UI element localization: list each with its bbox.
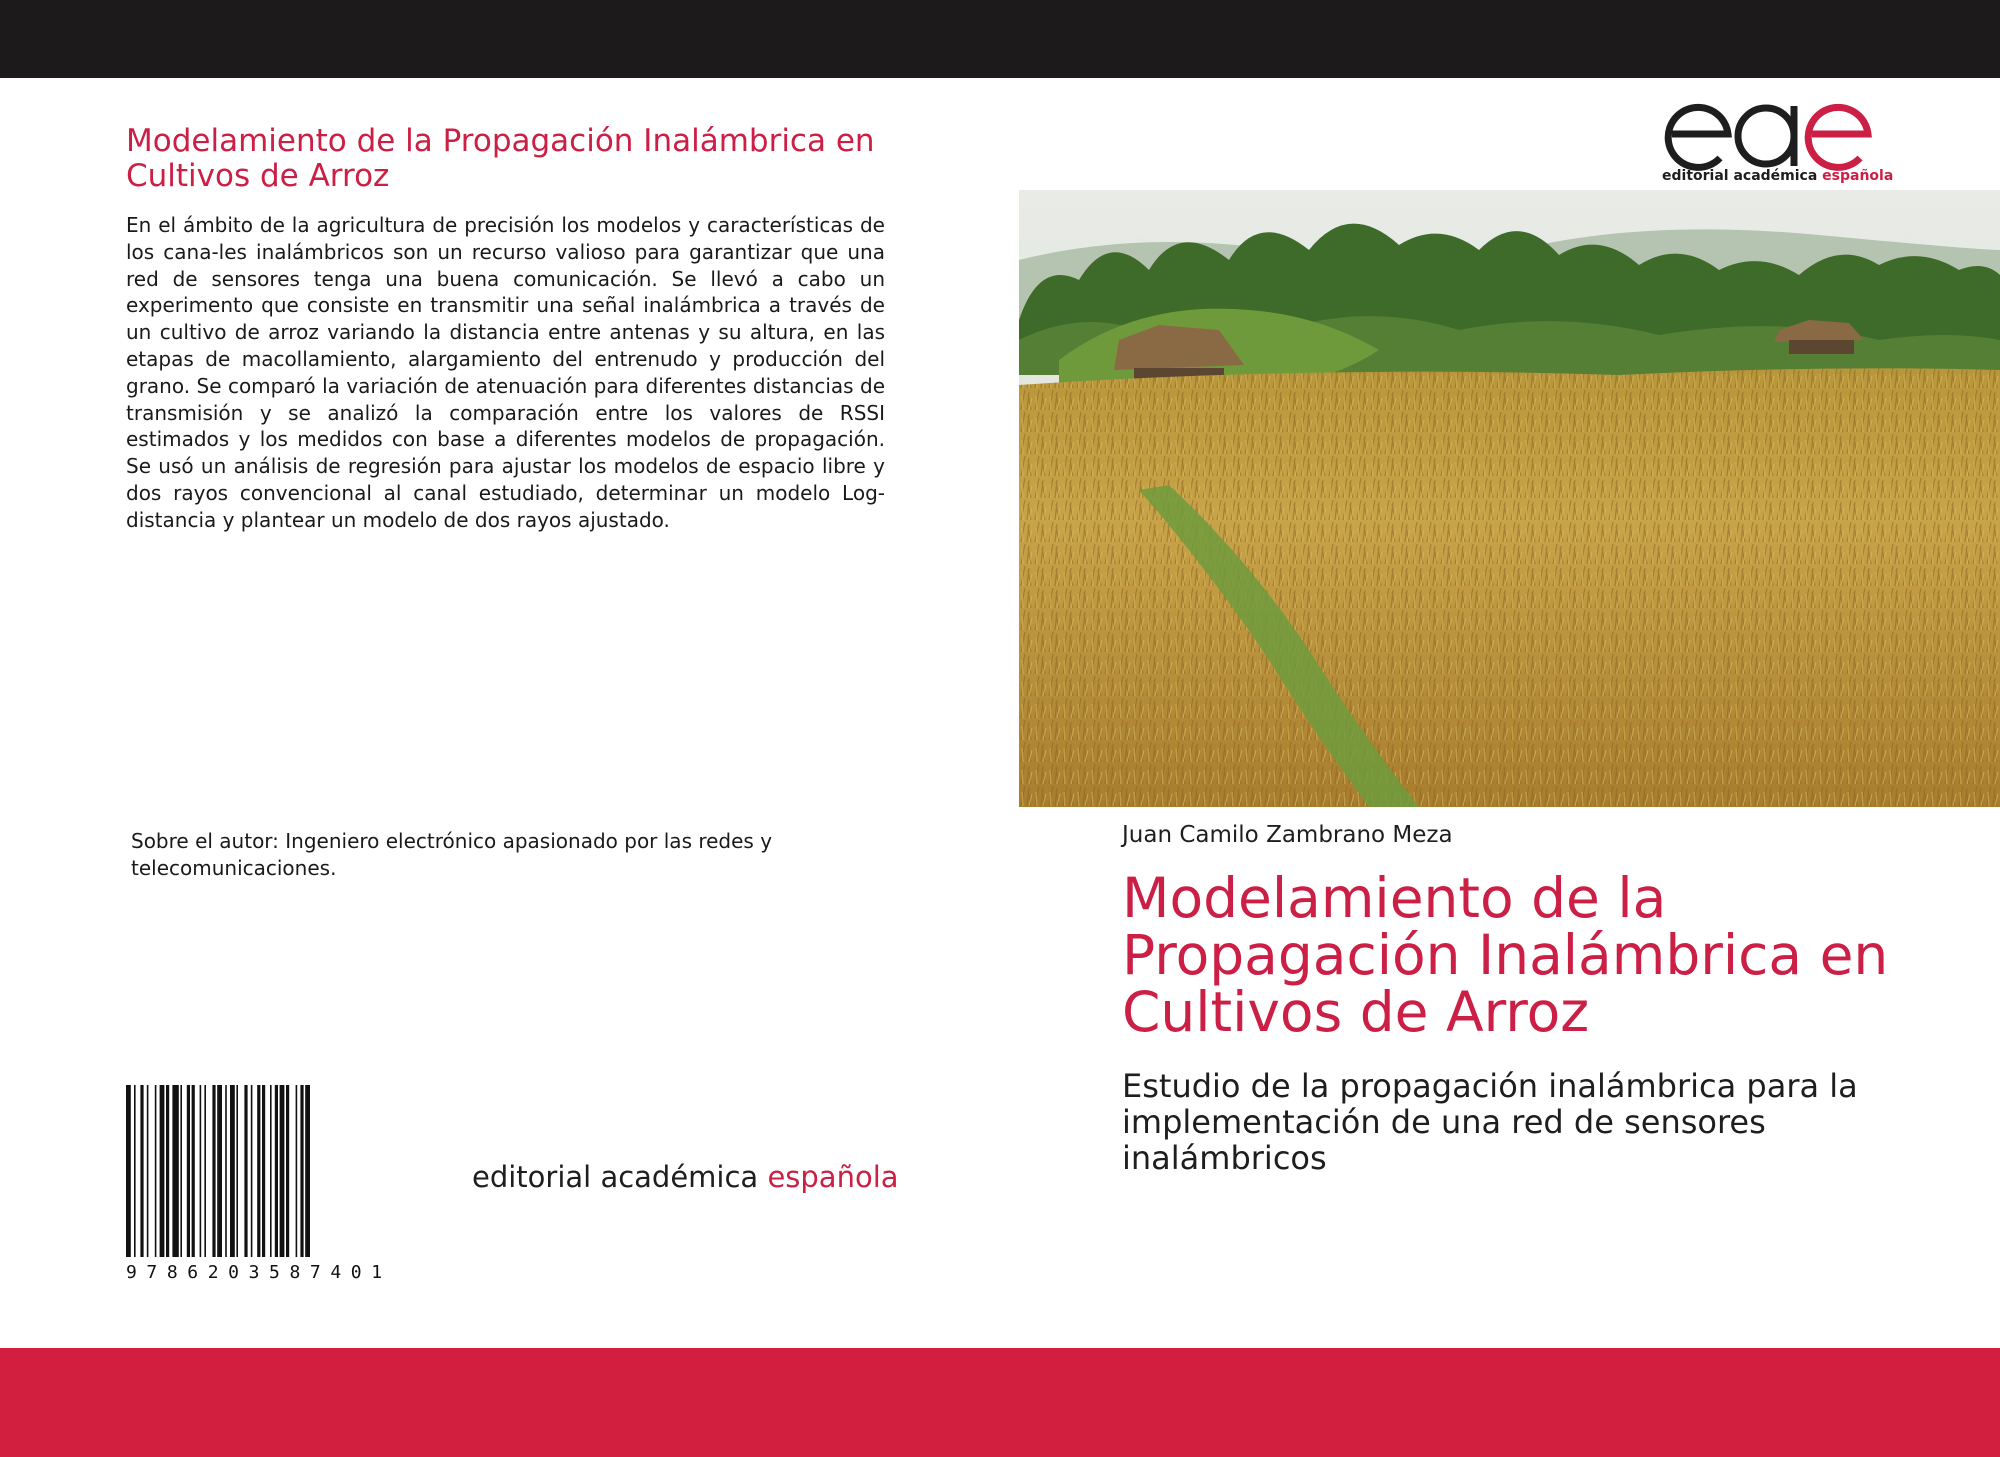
logo-caption-main: editorial académica <box>1662 168 1823 184</box>
barcode-bar <box>147 1085 149 1257</box>
back-cover-title: Modelamiento de la Propagación Inalámbrica en Cultivos de Arroz <box>126 123 875 194</box>
barcode-bar <box>296 1085 298 1257</box>
barcode-bar <box>134 1085 136 1257</box>
barcode-bar <box>230 1085 235 1257</box>
barcode-bar <box>225 1085 227 1257</box>
barcode-bar <box>160 1085 165 1257</box>
barcode-bar <box>257 1085 260 1257</box>
barcode-bar <box>126 1085 131 1257</box>
barcode-bar <box>270 1085 272 1257</box>
barcode-bar <box>140 1085 143 1257</box>
top-band <box>0 0 2000 78</box>
front-author-name: Juan Camilo Zambrano Meza <box>1122 822 1453 848</box>
barcode-bar <box>204 1085 206 1257</box>
front-cover-title: Modelamiento de la Propagación Inalámbrica en Cultivos de Arroz <box>1122 866 1889 1044</box>
front-cover-subtitle: Estudio de la propagación inalámbrica para la implementación de una red de sensores inalámbricos <box>1122 1067 1858 1177</box>
barcode-bar <box>286 1085 289 1257</box>
barcode-bar <box>187 1085 190 1257</box>
barcode-bar <box>200 1085 202 1257</box>
barcode-bar <box>180 1085 182 1257</box>
bottom-band <box>0 1348 2000 1457</box>
barcode-bar <box>172 1085 178 1257</box>
barcode-bar <box>155 1085 157 1257</box>
barcode-bar <box>251 1085 253 1257</box>
barcode-bar <box>300 1085 303 1257</box>
barcode-bar <box>166 1085 169 1257</box>
isbn-number: 9786203587401 <box>126 1262 392 1283</box>
logo-caption <box>1662 168 1894 184</box>
barcode-bar <box>244 1085 247 1257</box>
about-author-text: Sobre el autor: Ingeniero electrónico apasionado por las redes y telecomunicaciones. <box>131 829 773 880</box>
logo-caption-accent: española <box>1822 168 1894 184</box>
barcode-bar <box>305 1085 310 1257</box>
barcode-bar <box>192 1085 195 1257</box>
isbn-barcode <box>126 1085 456 1285</box>
back-cover-abstract: En el ámbito de la agricultura de precisión los modelos y características de los cana-les inalámbricos son un recurso valioso para garantizar que una red de sensores tenga una buena comunicación. Se llevó a cabo un experimento que consiste en transmitir una señal inalámbrica a través de un cultivo de arroz variando la distancia entre antenas y su altura, en las etapas de macollamiento, alargamiento del entrenudo y producción del grano. Se comparó la variación de atenuación para diferentes distancias de transmisión y se analizó la comparación entre los valores de RSSI estimados y los medidos con base a diferentes modelos de propagación. Se usó un análisis de regresión para ajustar los modelos de espacio libre y dos rayos convencional al canal estudiado, determinar un modelo Log-distancia y plantear un modelo de dos rayos ajustado. <box>126 213 885 532</box>
back-publisher-accent: española <box>767 1160 899 1194</box>
back-publisher-name <box>472 1160 899 1194</box>
barcode-bar <box>262 1085 265 1257</box>
barcode-bar <box>236 1085 238 1257</box>
rice-field-photo <box>1019 190 2000 807</box>
barcode-bar <box>212 1085 215 1257</box>
barcode-bar <box>217 1085 222 1257</box>
barcode-bar <box>275 1085 278 1257</box>
back-publisher-main: editorial académica <box>472 1160 768 1194</box>
barcode-bar <box>280 1085 285 1257</box>
